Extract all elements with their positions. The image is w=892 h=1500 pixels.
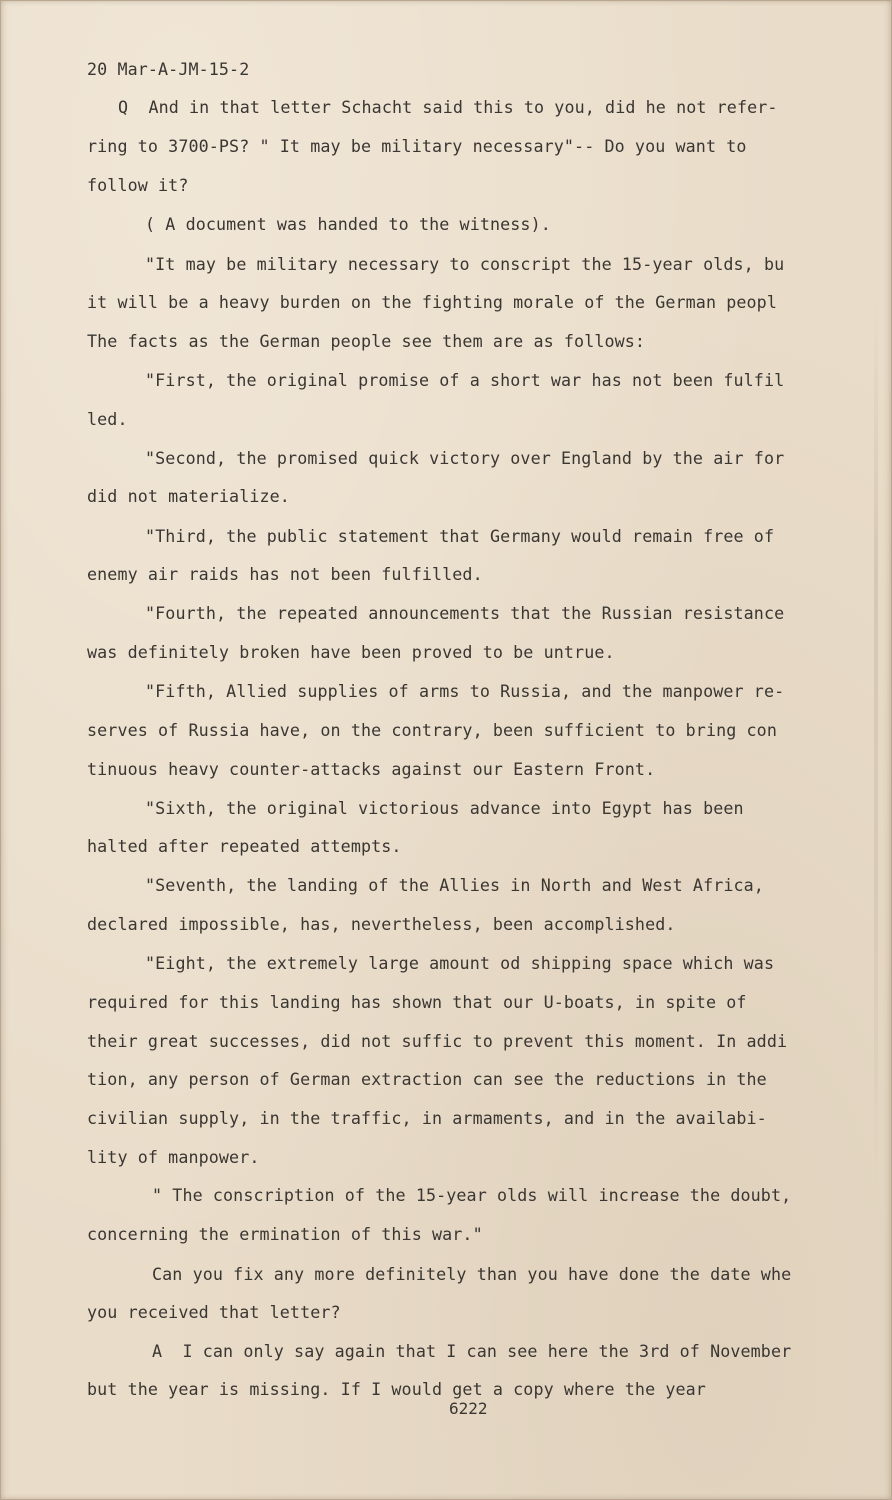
text-line-30: concerning the ermination of this war." [87,1224,483,1244]
text-line-24: required for this landing has shown that our U-boats, in spite of [87,992,747,1012]
text-line-14: "Fourth, the repeated announcements that the Russian resistance [145,603,785,623]
text-line-33: A I can only say again that I can see here the 3rd of November [152,1341,792,1361]
text-line-22: declared impossible, has, nevertheless, been accomplished. [87,914,676,934]
text-line-34: but the year is missing. If I would get a copy where the year [87,1379,706,1399]
text-line-7: The facts as the German people see them are as follows: [87,331,646,351]
text-line-13: enemy air raids has not been fulfilled. [87,564,483,584]
text-line-1: Q And in that letter Schacht said this to you, did he not refer- [118,97,778,117]
paper-edge-shading [874,300,878,1200]
text-line-12: "Third, the public statement that Germany would remain free of [145,526,775,546]
text-line-8: "First, the original promise of a short war has not been fulfil [145,370,785,390]
text-line-17: serves of Russia have, on the contrary, been sufficient to bring con [87,720,777,740]
text-line-20: halted after repeated attempts. [87,836,402,856]
text-line-21: "Seventh, the landing of the Allies in North and West Africa, [145,875,764,895]
text-line-10: "Second, the promised quick victory over England by the air for [145,448,785,468]
text-line-16: "Fifth, Allied supplies of arms to Russia, and the manpower re- [145,681,785,701]
text-line-25: their great successes, did not suffic to prevent this moment. In addi [87,1031,788,1051]
text-line-29: " The conscription of the 15-year olds will increase the doubt, [152,1185,792,1205]
text-line-27: civilian supply, in the traffic, in armaments, and in the availabi- [87,1108,767,1128]
page-number: 6222 [449,1399,488,1418]
text-line-3: follow it? [87,175,189,195]
text-line-15: was definitely broken have been proved to be untrue. [87,642,615,662]
text-line-9: led. [87,409,128,429]
text-line-31: Can you fix any more definitely than you have done the date whe [152,1264,792,1284]
text-line-32: you received that letter? [87,1302,341,1322]
text-line-6: it will be a heavy burden on the fighting morale of the German peopl [87,292,777,312]
text-line-2: ring to 3700-PS? " It may be military necessary"-- Do you want to [87,136,747,156]
text-line-11: did not materialize. [87,486,290,506]
text-line-26: tion, any person of German extraction can see the reductions in the [87,1069,767,1089]
text-line-18: tinuous heavy counter-attacks against our Eastern Front. [87,759,656,779]
text-line-23: "Eight, the extremely large amount od shipping space which was [145,953,775,973]
text-line-5: "It may be military necessary to conscript the 15-year olds, bu [145,254,785,274]
text-line-4: ( A document was handed to the witness). [145,214,551,234]
text-line-19: "Sixth, the original victorious advance into Egypt has been [145,798,744,818]
document-header: 20 Mar-A-JM-15-2 [87,59,250,79]
text-line-28: lity of manpower. [87,1147,260,1167]
